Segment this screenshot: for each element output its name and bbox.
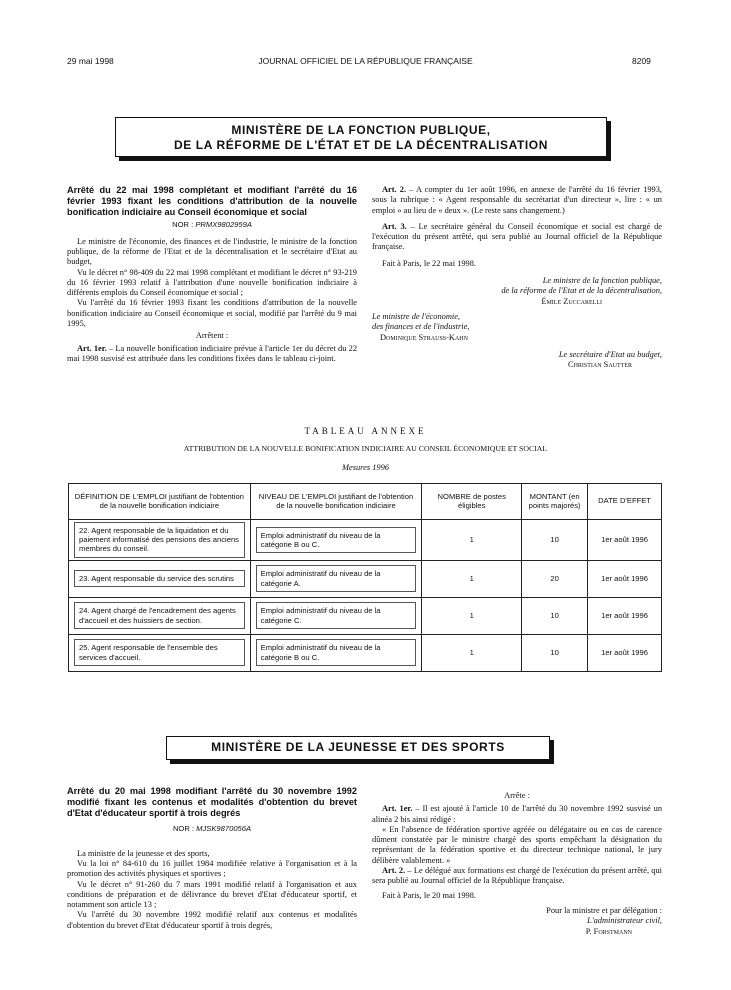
annex-title: TABLEAU ANNEXE bbox=[304, 426, 427, 436]
decree2-title: Arrêté du 20 mai 1998 modifiant l'arrêté du 30 novembre 1992 modifié fixant les contenus et modalités d'obtention du brevet d'Etat d'éducateur sportif à trois degrés bbox=[67, 786, 357, 818]
table-cell-montant: 10 bbox=[522, 634, 588, 671]
ministry1-line1: MINISTÈRE DE LA FONCTION PUBLIQUE, bbox=[231, 123, 491, 137]
table-cell-definition-text: 22. Agent responsable de la liquidation et du paiement informatisé des pensions des anciens membres du conseil. bbox=[74, 522, 245, 558]
annex-table-body bbox=[69, 520, 662, 672]
decree2-fait: Fait à Paris, le 20 mai 1998. bbox=[382, 890, 476, 900]
decree2-art1-text: – Il est ajouté à l'article 10 de l'arrêté du 30 novembre 1992 susvisé un alinéa 2 bis ainsi rédigé : bbox=[372, 804, 663, 824]
table-cell-definition bbox=[69, 560, 251, 597]
table-cell-niveau-text: Emploi administratif du niveau de la catégorie B ou C. bbox=[256, 527, 417, 553]
decree1-paragraph-1: Le ministre de l'économie, des finances et de l'industrie, le ministre de la fonction publique, de la réforme de l'Etat et de la décentralisation et le secrétaire d'Etat au budget, bbox=[67, 236, 357, 267]
decree2-article-1 bbox=[372, 804, 662, 825]
decree1-art1-text: – La nouvelle bonification indiciaire prévue à l'article 1er du décret du 22 mai 1998 susvisé est attribuée dans les conditions fixées dans le tableau ci-joint. bbox=[67, 343, 358, 363]
table-cell-niveau bbox=[250, 520, 422, 561]
decree2-nor-label: NOR : bbox=[172, 824, 195, 834]
table-cell-niveau bbox=[250, 560, 422, 597]
decree2-sig-line2: L'administrateur civil, bbox=[587, 916, 662, 926]
decree1-fait: Fait à Paris, le 22 mai 1998. bbox=[382, 258, 476, 268]
decree1-art2-label: Art. 2. bbox=[382, 185, 407, 194]
table-header-nombre: NOMBRE de postes éligibles bbox=[422, 484, 522, 520]
ministry2-box bbox=[166, 736, 550, 760]
decree1-paragraph-3: Vu l'arrêté du 16 février 1993 fixant les conditions d'attribution de la nouvelle bonification indiciaire au Conseil économique et social, modifié par l'arrêté du 9 mai 1995, bbox=[67, 298, 357, 329]
table-cell-date: 1er août 1996 bbox=[588, 634, 662, 671]
decree2-art1-label: Art. 1er. bbox=[382, 804, 413, 814]
decree2-paragraph-3: Vu le décret n° 91-260 du 7 mars 1991 modifié relatif à l'organisation et aux conditions de préparation et de délivrance du brevet d'Etat d'éducateur sportif, et notamment son article 13 ; bbox=[67, 879, 357, 910]
header-journal: JOURNAL OFFICIEL DE LA RÉPUBLIQUE FRANÇAISE bbox=[258, 56, 473, 66]
decree1-art3-text: – Le secrétaire général du Conseil économique et social est chargé de l'exécution du présent arrêté, qui sera publié au Journal officiel de la République française. bbox=[372, 221, 663, 252]
decree1-art2-text: – A compter du 1er août 1996, en annexe de l'arrêté du 16 février 1993, sous la rubrique : « Agent responsable du secrétariat d'un directeur », lire : « un emploi » au lieu de « deux ». (Le reste sans changement.) bbox=[372, 185, 663, 215]
decree2-paragraph-4: Vu l'arrêté du 30 novembre 1992 modifié relatif aux contenus et modalités d'obtention du brevet d'Etat d'éducateur sportif à trois degrés, bbox=[67, 910, 357, 930]
decree1-article-2 bbox=[372, 185, 662, 216]
table-cell-niveau bbox=[250, 597, 422, 634]
decree1-sig1-name: Émile Zuccarelli bbox=[541, 296, 602, 306]
decree2-paragraph-1: La ministre de la jeunesse et des sports, bbox=[77, 848, 210, 858]
table-cell-montant: 20 bbox=[522, 560, 588, 597]
decree2-art2-label: Art. 2. bbox=[382, 866, 406, 876]
decree1-title: Arrêté du 22 mai 1998 complétant et modifiant l'arrêté du 16 février 1993 fixant les conditions d'attribution de la nouvelle bonification indiciaire au Conseil économique et social bbox=[67, 185, 357, 217]
table-cell-niveau-text: Emploi administratif du niveau de la catégorie A. bbox=[256, 565, 417, 591]
decree1-art3-label: Art. 3. bbox=[382, 221, 407, 231]
decree1-sig3-name: Christian Sautter bbox=[568, 360, 632, 370]
decree2-left-column bbox=[67, 786, 357, 931]
annex-measures: Mesures 1996 bbox=[342, 463, 389, 472]
table-header-date: DATE D'EFFET bbox=[588, 484, 662, 520]
decree2-quote: « En l'absence de fédération sportive agréée ou délégataire ou en cas de carence dûment constatée par le ministre chargé des sports empêchant la désignation du représentant de la fédération sportive et du directeur technique national, le jury délibère valablement. » bbox=[372, 824, 662, 865]
ministry1-line2: DE LA RÉFORME DE L'ÉTAT ET DE LA DÉCENTRALISATION bbox=[173, 138, 549, 152]
table-cell-definition bbox=[69, 634, 251, 671]
decree1-nor-code: PRMX9802959A bbox=[195, 220, 252, 230]
annex-subtitle: ATTRIBUTION DE LA NOUVELLE BONIFICATION INDICIAIRE AU CONSEIL ÉCONOMIQUE ET SOCIAL bbox=[183, 444, 548, 453]
table-row bbox=[69, 597, 662, 634]
decree2-sig-line1: Pour la ministre et par délégation : bbox=[546, 905, 662, 915]
decree1-sig1-line1: Le ministre de la fonction publique, bbox=[542, 276, 662, 286]
decree1-article-3 bbox=[372, 222, 662, 253]
table-row bbox=[69, 634, 662, 671]
decree1-sig3-line1: Le secrétaire d'Etat au budget, bbox=[558, 349, 662, 359]
decree1-sig2-line2: des finances et de l'industrie, bbox=[372, 322, 470, 332]
decree1-arretent: Arrêtent : bbox=[195, 331, 229, 341]
decree2-sig-name: P. Forstmann bbox=[585, 926, 632, 936]
decree2-nor bbox=[67, 824, 357, 834]
decree1-left-column bbox=[67, 185, 357, 364]
table-cell-niveau-text: Emploi administratif du niveau de la catégorie C. bbox=[256, 602, 417, 628]
decree2-nor-code: MJSK9870056A bbox=[196, 824, 252, 834]
decree1-nor bbox=[67, 220, 357, 230]
table-cell-date: 1er août 1996 bbox=[588, 560, 662, 597]
table-cell-definition bbox=[69, 597, 251, 634]
table-cell-nombre: 1 bbox=[422, 597, 522, 634]
table-cell-nombre: 1 bbox=[422, 560, 522, 597]
decree1-paragraph-2: Vu le décret n° 98-409 du 22 mai 1998 complétant et modifiant le décret n° 93-219 du 16 février 1993 relatif à l'attribution d'une nouvelle bonification indiciaire à différents emplois du Conseil économique et social ; bbox=[67, 267, 357, 298]
table-cell-definition bbox=[69, 520, 251, 561]
ministry1-box bbox=[115, 117, 607, 157]
table-cell-nombre: 1 bbox=[422, 634, 522, 671]
table-cell-montant: 10 bbox=[522, 520, 588, 561]
annex-table bbox=[68, 483, 662, 672]
table-cell-niveau-text: Emploi administratif du niveau de la catégorie B ou C. bbox=[256, 639, 417, 665]
table-cell-date: 1er août 1996 bbox=[588, 520, 662, 561]
decree1-right-column bbox=[372, 185, 662, 370]
header-page-number: 8209 bbox=[632, 56, 651, 66]
table-header-niveau: NIVEAU DE L'EMPLOI justifiant de l'obtention de la nouvelle bonification indiciaire bbox=[250, 484, 422, 520]
table-row bbox=[69, 520, 662, 561]
table-cell-nombre: 1 bbox=[422, 520, 522, 561]
decree2-paragraph-2: Vu la loi n° 84-610 du 16 juillet 1984 modifiée relative à l'organisation et à la promotion des activités physiques et sportives ; bbox=[67, 858, 357, 879]
table-cell-definition-text: 23. Agent responsable du service des scrutins bbox=[74, 570, 245, 587]
decree1-article-1 bbox=[67, 344, 357, 365]
decree2-right-column bbox=[372, 791, 662, 937]
decree2-article-2 bbox=[372, 866, 662, 887]
decree1-sig2-line1: Le ministre de l'économie, bbox=[372, 311, 461, 321]
table-cell-montant: 10 bbox=[522, 597, 588, 634]
decree2-art2-text: – Le délégué aux formations est chargé de l'exécution du présent arrêté, qui sera publié au Journal officiel de la République française. bbox=[372, 866, 662, 886]
decree1-sig1-line2: de la réforme de l'Etat et de la décentralisation, bbox=[501, 286, 662, 296]
decree1-nor-label: NOR : bbox=[172, 220, 194, 230]
table-cell-date: 1er août 1996 bbox=[588, 597, 662, 634]
table-cell-definition-text: 25. Agent responsable de l'ensemble des services d'accueil. bbox=[74, 639, 245, 665]
decree2-arrete: Arrête : bbox=[504, 791, 530, 800]
decree1-sig2-name: Dominique Strauss-Kahn bbox=[380, 332, 468, 342]
table-cell-definition-text: 24. Agent chargé de l'encadrement des agents d'accueil et des huissiers de section. bbox=[74, 602, 245, 628]
table-row bbox=[69, 560, 662, 597]
table-header-montant: MONTANT (en points majorés) bbox=[522, 484, 588, 520]
table-cell-niveau bbox=[250, 634, 422, 671]
decree1-art1-label: Art. 1er. bbox=[77, 343, 107, 353]
table-header-definition: DÉFINITION DE L'EMPLOI justifiant de l'obtention de la nouvelle bonification indiciaire bbox=[69, 484, 251, 520]
header-date: 29 mai 1998 bbox=[67, 56, 114, 66]
table-header-row bbox=[69, 484, 662, 520]
ministry2-line1: MINISTÈRE DE LA JEUNESSE ET DES SPORTS bbox=[211, 740, 505, 754]
